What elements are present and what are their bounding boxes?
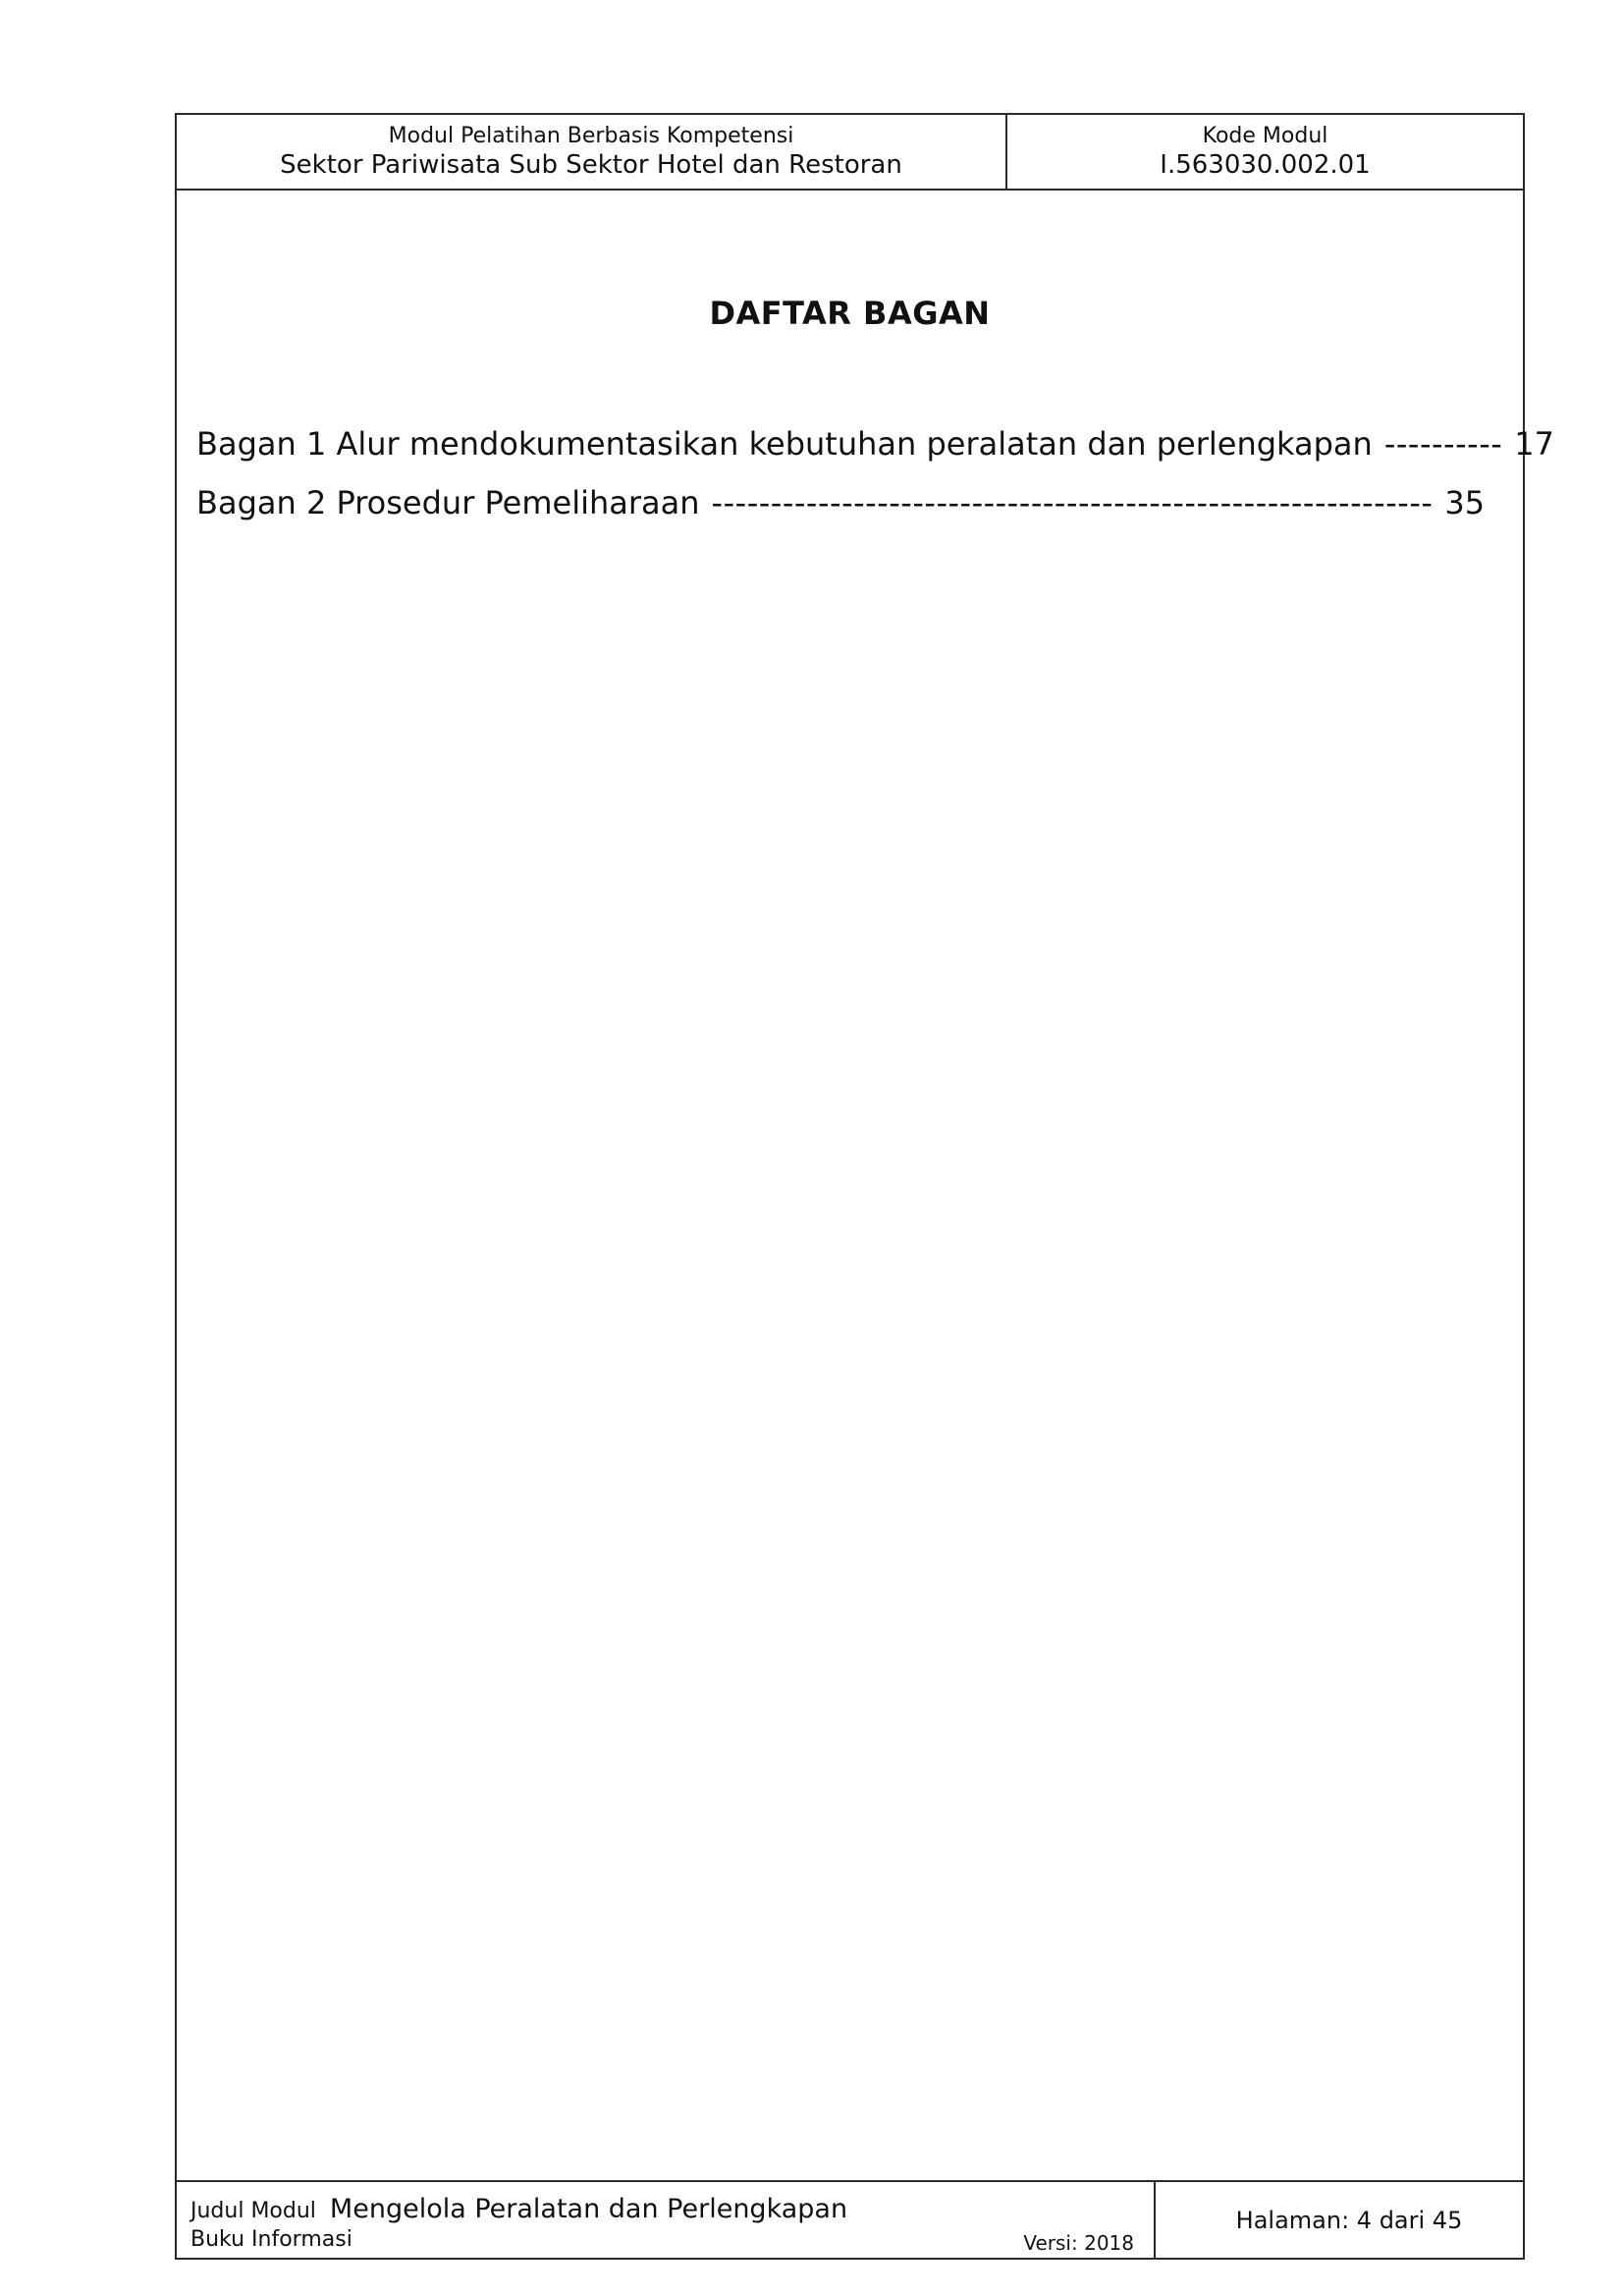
header-module-info: [177, 115, 1007, 189]
toc-entry-leader: ----------: [1383, 425, 1503, 463]
module-title-label: Judul Modul: [190, 2199, 316, 2223]
header-module-code: [1007, 115, 1523, 189]
toc-entry-page: 35: [1444, 484, 1486, 521]
footer-title-row: [190, 2194, 847, 2224]
page-title: DAFTAR BAGAN: [709, 295, 991, 332]
chart-list: [196, 414, 1554, 532]
toc-entry-page: 17: [1514, 425, 1554, 463]
page-frame: [175, 113, 1554, 2260]
footer-module-info: [177, 2182, 1156, 2258]
program-line: Modul Pelatihan Berbasis Kompetensi: [388, 123, 794, 148]
toc-entry[interactable]: [196, 414, 1554, 473]
book-type: Buku Informasi: [190, 2227, 352, 2252]
toc-entry-label: Bagan 2 Prosedur Pemeliharaan: [196, 484, 700, 521]
toc-entry-label: Bagan 1 Alur mendokumentasikan kebutuhan peralatan dan perlengkapan: [196, 425, 1373, 463]
page-info: Halaman: 4 dari 45: [1235, 2206, 1463, 2234]
toc-entry[interactable]: [196, 473, 1486, 532]
code-value: I.563030.002.01: [1160, 150, 1371, 180]
version: Versi: 2018: [1023, 2231, 1134, 2255]
toc-entry-leader: -------------------------------------------------------------: [711, 484, 1434, 521]
document-footer: [177, 2180, 1523, 2258]
code-label: Kode Modul: [1202, 123, 1328, 148]
sector-line: Sektor Pariwisata Sub Sektor Hotel dan Restoran: [280, 150, 902, 180]
document-header: [177, 115, 1523, 191]
module-title: Mengelola Peralatan dan Perlengkapan: [329, 2194, 848, 2224]
